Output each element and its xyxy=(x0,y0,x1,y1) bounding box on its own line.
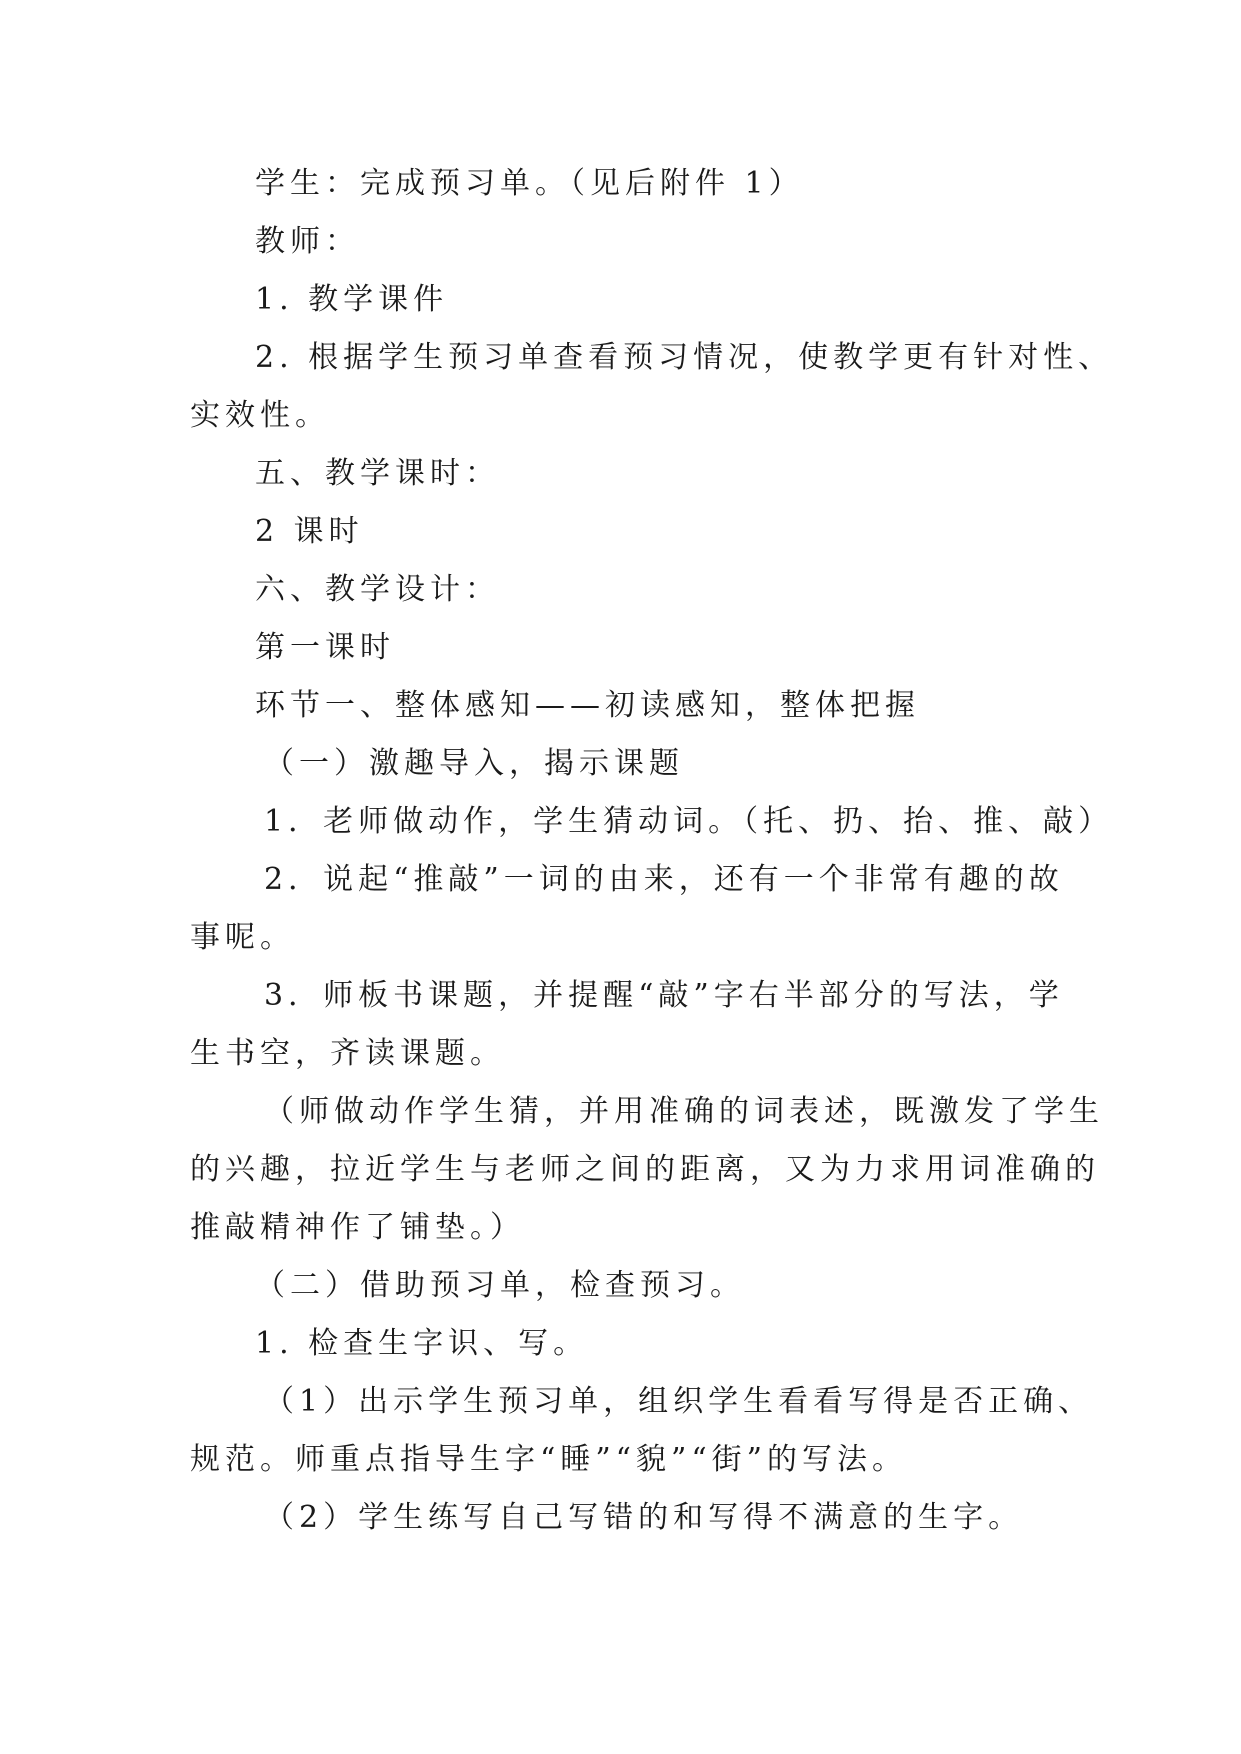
activity-item-3-continued: 生书空，齐读课题。 xyxy=(190,1036,505,1071)
step-one-heading: 环节一、整体感知——初读感知，整体把握 xyxy=(255,688,920,723)
check-subitem-1: （1）出示学生预习单，组织学生看看写得是否正确、 xyxy=(264,1384,1094,1419)
first-lesson-heading: 第一课时 xyxy=(255,630,395,665)
activity-item-2: 2．说起“推敲”一词的由来，还有一个非常有趣的故 xyxy=(264,862,1064,897)
activity-item-3: 3．师板书课题，并提醒“敲”字右半部分的写法，学 xyxy=(264,978,1064,1013)
teacher-item-2-continued: 实效性。 xyxy=(190,398,330,433)
subsection-two-heading: （二）借助预习单，检查预习。 xyxy=(255,1268,745,1303)
teacher-item-1: 1. 教学课件 xyxy=(255,282,449,317)
student-prep-line: 学生：完成预习单。（见后附件 1） xyxy=(255,166,804,201)
teacher-item-2: 2. 根据学生预习单查看预习情况，使教学更有针对性、 xyxy=(255,340,1114,375)
design-note-line-1: （师做动作学生猜，并用准确的词表述，既激发了学生 xyxy=(264,1094,1104,1129)
design-note-line-2: 的兴趣，拉近学生与老师之间的距离，又为力求用词准确的 xyxy=(190,1152,1100,1187)
activity-item-2-continued: 事呢。 xyxy=(190,920,295,955)
check-subitem-2: （2）学生练写自己写错的和写得不满意的生字。 xyxy=(264,1500,1024,1535)
check-item-1: 1. 检查生字识、写。 xyxy=(255,1326,589,1361)
section-six-heading: 六、教学设计： xyxy=(255,572,500,607)
check-subitem-1-continued: 规范。师重点指导生字“睡”“貌”“街”的写法。 xyxy=(190,1442,908,1477)
section-five-heading: 五、教学课时： xyxy=(255,456,500,491)
design-note-line-3: 推敲精神作了铺垫。） xyxy=(190,1210,525,1245)
lesson-count: 2 课时 xyxy=(255,514,364,549)
subsection-one-heading: （一）激趣导入，揭示课题 xyxy=(264,746,684,781)
teacher-heading: 教师： xyxy=(255,224,360,259)
activity-item-1: 1．老师做动作，学生猜动词。（托、扔、抬、推、敲） xyxy=(264,804,1114,839)
